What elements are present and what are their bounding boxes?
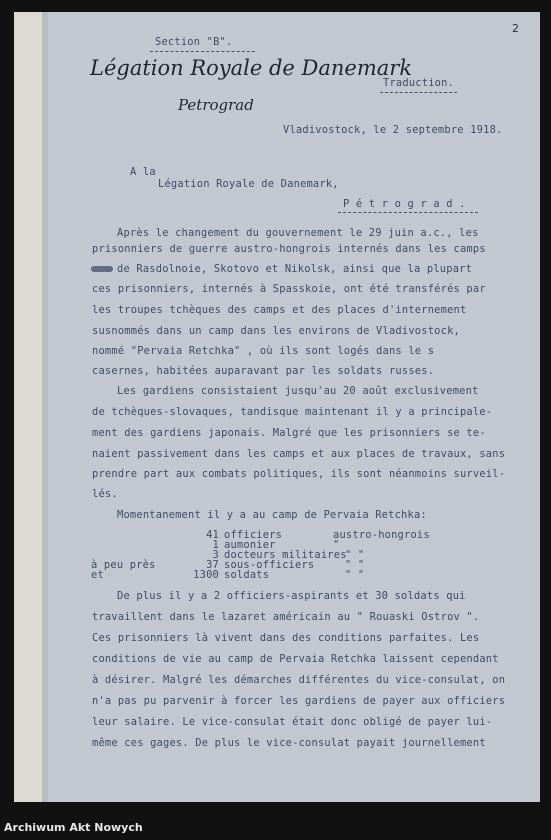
body-line: casernes, habitées auparavant par les soldats russes. [92, 365, 435, 377]
strikethrough-mark [91, 266, 113, 272]
addressee-line-2: Légation Royale de Danemark, [158, 178, 339, 190]
body-line: travaillent dans le lazaret américain au " Rouaski Ostrov ". [92, 611, 480, 623]
body-line: nommé "Pervaia Retchka" , où ils sont logés dans le s [92, 345, 435, 357]
table-label: soldats [224, 569, 270, 581]
table-prefix: et [91, 569, 104, 581]
table-number: 1 [212, 539, 219, 551]
section-label: Section "B". [155, 36, 233, 48]
body-line: les troupes tchèques des camps et des places d'internement [92, 304, 467, 316]
table-number: 1300 [193, 569, 219, 581]
table-number: 41 [206, 529, 219, 541]
body-line: de tchèques-slovaques, tandisque maintenant il y a principale- [92, 406, 493, 418]
body-line: de Rasdolnoie, Skotovo et Nikolsk, ainsi que la plupart [117, 263, 473, 275]
table-number: 37 [206, 559, 219, 571]
table-extra: " [333, 539, 340, 551]
table-label: officiers [224, 529, 283, 541]
body-line: ces prisonniers, internés à Spasskoie, ont été transférés par [92, 283, 486, 295]
body-line: ment des gardiens japonais. Malgré que les prisonniers se te- [92, 427, 486, 439]
addressee-line-3: P é t r o g r a d . [343, 198, 466, 210]
letterhead-legation: Légation Royale de Danemark [90, 56, 413, 80]
body-line: Momentanement il y a au camp de Pervaia Retchka: [117, 509, 427, 521]
body-line: De plus il y a 2 officiers-aspirants et 30 soldats qui [117, 590, 466, 602]
body-line: prisonniers de guerre austro-hongrois internés dans les camps [92, 243, 486, 255]
table-extra: austro-hongrois [333, 529, 430, 541]
date-line: Vladivostock, le 2 septembre 1918. [283, 124, 503, 136]
body-line: leur salaire. Le vice-consulat était donc obligé de payer lui- [92, 716, 493, 728]
letterhead-city: Petrograd [178, 96, 254, 114]
body-line: susnommés dans un camp dans les environs de Vladivostock, [92, 325, 460, 337]
page-number: 2 [512, 22, 519, 35]
addressee-underline [338, 212, 478, 213]
section-underline [150, 51, 255, 52]
table-extra: " " [345, 559, 365, 571]
body-line: Les gardiens consistaient jusqu'au 20 août exclusivement [117, 385, 479, 397]
body-line: à désirer. Malgré les démarches différentes du vice-consulat, on [92, 674, 506, 686]
page-left-margin [14, 12, 42, 802]
body-line: naient passivement dans les camps et aux places de travaux, sans [92, 448, 506, 460]
traduction-underline [380, 92, 457, 93]
table-extra: " " [345, 549, 365, 561]
body-line: Ces prisonniers là vivent dans des conditions parfaites. Les [92, 632, 480, 644]
body-line: lés. [92, 488, 118, 500]
archive-footer [0, 818, 551, 840]
page-fold-shadow [42, 12, 48, 802]
traduction-label: Traduction. [383, 77, 455, 89]
table-number: 3 [212, 549, 219, 561]
table-prefix: à peu près [91, 559, 156, 571]
table-label: sous-officiers [224, 559, 315, 571]
body-line: Après le changement du gouvernement le 29 juin a.c., les [117, 227, 479, 239]
addressee-line-1: A la [130, 166, 156, 178]
body-line: conditions de vie au camp de Pervaia Retchka laissent cependant [92, 653, 499, 665]
table-label: aumonier [224, 539, 276, 551]
body-line: n'a pas pu parvenir à forcer les gardiens de payer aux officiers [92, 695, 506, 707]
body-line: prendre part aux combats politiques, ils sont néanmoins surveil- [92, 468, 506, 480]
body-line: même ces gages. De plus le vice-consulat payait journellement [92, 737, 486, 749]
table-extra: " " [345, 569, 365, 581]
archive-name: Archiwum Akt Nowych [4, 821, 143, 834]
table-label: docteurs militaires [224, 549, 347, 561]
